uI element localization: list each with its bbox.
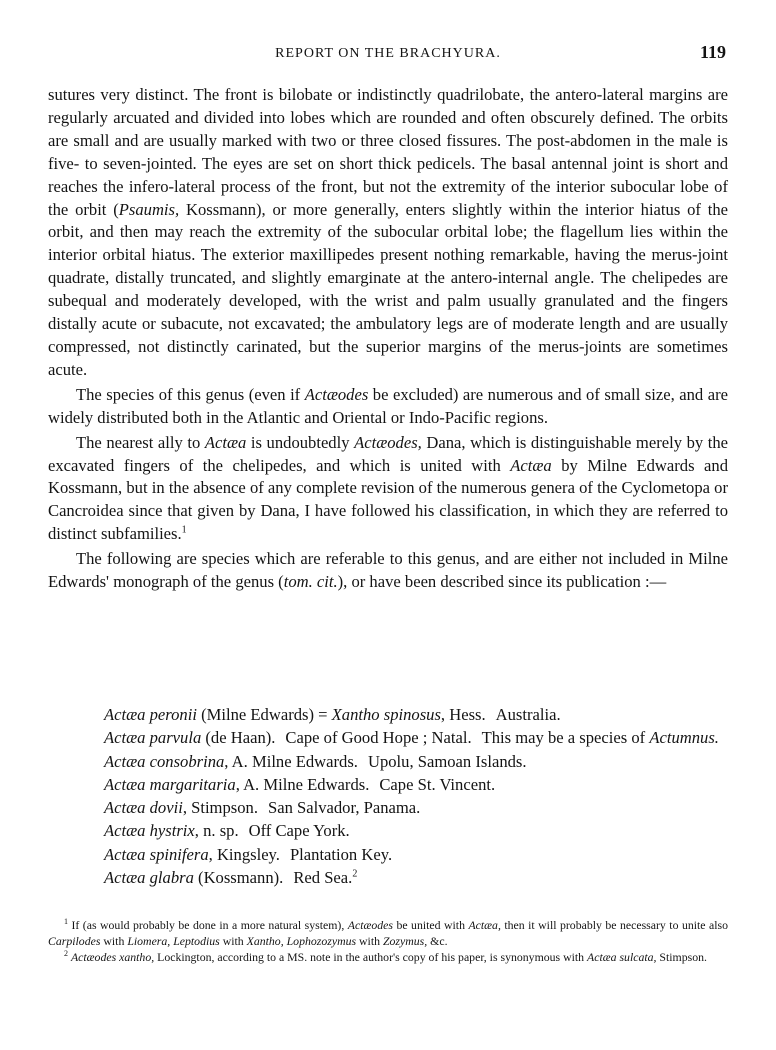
italic-run: Xantho, bbox=[246, 933, 284, 948]
species-name: Actæa glabra bbox=[104, 868, 194, 888]
italic-run: Actæa, bbox=[468, 918, 501, 932]
footnote-ref-2: 2 bbox=[352, 868, 358, 880]
text-run: with bbox=[100, 933, 128, 948]
paragraph-nearest-ally bbox=[48, 432, 728, 547]
text-run: The species of this genus (even if bbox=[76, 384, 305, 404]
species-entry-parvula bbox=[104, 726, 728, 749]
footnote-2 bbox=[48, 950, 728, 966]
header-title: REPORT ON THE BRACHYURA. bbox=[275, 46, 501, 61]
footnote-ref-1: 1 bbox=[181, 524, 187, 536]
text-run: be excluded) are numerous and of small size, and are widely distributed both in the Atlantic and Oriental or Indo-Pacific regions. bbox=[48, 384, 728, 427]
species-locality: Red Sea. bbox=[293, 868, 353, 888]
species-note-genus: Actumnus. bbox=[649, 728, 719, 748]
text-run: The following are species which are referable to this genus, and are either not included in Milne Edwards' monograph of the genus ( bbox=[48, 549, 728, 592]
species-entry-peronii bbox=[104, 703, 728, 726]
species-name: Actæa margaritaria bbox=[104, 774, 236, 794]
species-note: This may be a species of bbox=[481, 728, 650, 748]
text-run: with bbox=[219, 933, 247, 948]
footnote-marker: 2 bbox=[64, 948, 68, 958]
italic-run: Leptodius bbox=[173, 933, 220, 948]
species-name: Actæa hystrix bbox=[104, 821, 195, 841]
italic-run: Actæodes bbox=[304, 384, 369, 404]
species-authority: , A. Milne Edwards. bbox=[224, 751, 358, 771]
text-run: be united with bbox=[392, 918, 469, 932]
italic-run: Actæodes bbox=[347, 918, 393, 932]
text-run: ), or have been described since its publication :— bbox=[337, 572, 667, 592]
italic-run: Actæodes xantho, bbox=[70, 949, 155, 964]
footnote-1 bbox=[48, 918, 728, 950]
paragraph-genus-description bbox=[48, 84, 728, 382]
running-header bbox=[48, 42, 728, 68]
italic-run: Lophozozymus bbox=[286, 933, 357, 948]
italic-run: Actæa bbox=[510, 455, 552, 475]
footnotes bbox=[48, 918, 728, 965]
text-run: &c. bbox=[427, 933, 448, 948]
italic-run: Actæa bbox=[204, 432, 247, 452]
species-locality: Cape of Good Hope ; Natal. bbox=[285, 728, 472, 748]
text-run: Lockington, according to a MS. note in the author's copy of his paper, is synonymous with bbox=[154, 949, 588, 964]
synonym-authority: , Hess. bbox=[440, 705, 486, 724]
species-entry-spinifera bbox=[104, 843, 728, 866]
text-run: Dana, which is distinguishable merely by the excavated fingers of the chelipedes, and which is united with bbox=[48, 432, 728, 475]
species-authority: , Stimpson. bbox=[182, 798, 258, 818]
text-run: is undoubtedly bbox=[246, 432, 355, 452]
italic-run: Actæa sulcata, bbox=[587, 949, 657, 964]
species-authority: (de Haan). bbox=[201, 728, 276, 748]
page-number: 119 bbox=[699, 42, 726, 62]
text-run: with bbox=[356, 933, 383, 948]
species-name: Actæa spinifera bbox=[104, 844, 209, 864]
species-locality: Australia. bbox=[495, 705, 561, 724]
text-run: Kossmann), or more generally, enters slightly within the interior hiatus of the orbit, and then may reach the extremity of the subocular orbital lobe; the flagellum lies within the interior orbital hiatus. The exterior maxillipedes present nothing remarkable, having the merus-joint quadrate, distally truncated, and slightly emarginate at the antero-internal angle. The chelipedes are subequal and moderately developed, with the wrist and palm usually granulated and the fingers distally acute or subacute, not excavated; the ambulatory legs are of moderate length and are usually compressed, not distinctly carinated, but the superior margins of the merus-joints are sometimes acute. bbox=[48, 199, 728, 379]
species-list bbox=[104, 703, 728, 889]
italic-run: tom. cit. bbox=[283, 572, 338, 592]
text-run: The nearest ally to bbox=[76, 432, 205, 452]
text-run: by Milne Edwards and Kossmann, but in the absence of any complete revision of the numerous genera of the Cyclometopa or Cancroidea since that given by Dana, I have followed his classification, in which they are referred to distinct subfamilies. bbox=[48, 455, 728, 544]
species-authority: , Kingsley. bbox=[208, 844, 280, 864]
italic-run: Psaumis, bbox=[118, 199, 180, 219]
species-locality: Plantation Key. bbox=[289, 844, 393, 864]
species-locality: Cape St. Vincent. bbox=[379, 774, 496, 794]
paragraph-species-distribution bbox=[48, 384, 728, 430]
species-entry-glabra bbox=[104, 866, 728, 889]
species-authority: (Milne Edwards) = bbox=[196, 705, 332, 724]
species-name: Actæa dovii bbox=[104, 798, 183, 818]
paragraph-following-species bbox=[48, 548, 728, 594]
species-locality: Off Cape York. bbox=[248, 821, 350, 841]
footnote-marker: 1 bbox=[64, 917, 68, 927]
species-locality: Upolu, Samoan Islands. bbox=[367, 751, 527, 771]
species-synonym: Xantho spinosus bbox=[331, 705, 441, 724]
italic-run: Zozymus, bbox=[382, 933, 428, 948]
species-authority: (Kossmann). bbox=[193, 868, 284, 888]
text-run: sutures very distinct. The front is bilobate or indistinctly quadrilobate, the antero-lateral margins are regularly arcuated and divided into lobes which are rounded and often obscurely defined. The orbits are small and are usually marked with two or three closed fissures. The post-abdomen in the male is five- to seven-jointed. The eyes are set on short thick pedicels. The basal antennal joint is short and reaches the infero-lateral process of the front, but not the extremity of the interior subocular lobe of the orbit ( bbox=[48, 85, 728, 219]
species-entry-consobrina bbox=[104, 750, 728, 773]
species-entry-dovii bbox=[104, 796, 728, 819]
species-authority: , A. Milne Edwards. bbox=[235, 774, 370, 794]
species-entry-margaritaria bbox=[104, 773, 728, 796]
species-entry-hystrix bbox=[104, 819, 728, 842]
species-authority: , n. sp. bbox=[194, 821, 239, 841]
species-name: Actæa peronii bbox=[104, 705, 197, 724]
species-name: Actæa parvula bbox=[104, 728, 202, 748]
species-name: Actæa consobrina bbox=[104, 751, 225, 771]
italic-run: Carpilodes bbox=[48, 933, 101, 948]
text-run: If (as would probably be done in a more natural system), bbox=[68, 918, 348, 932]
text-run: then it will probably be necessary to unite also bbox=[500, 918, 728, 932]
text-run: Stimpson. bbox=[656, 949, 707, 964]
italic-run: Liomera, bbox=[127, 933, 171, 948]
italic-run: Actæodes, bbox=[354, 432, 422, 452]
body-text bbox=[48, 84, 728, 594]
species-locality: San Salvador, Panama. bbox=[267, 798, 421, 818]
